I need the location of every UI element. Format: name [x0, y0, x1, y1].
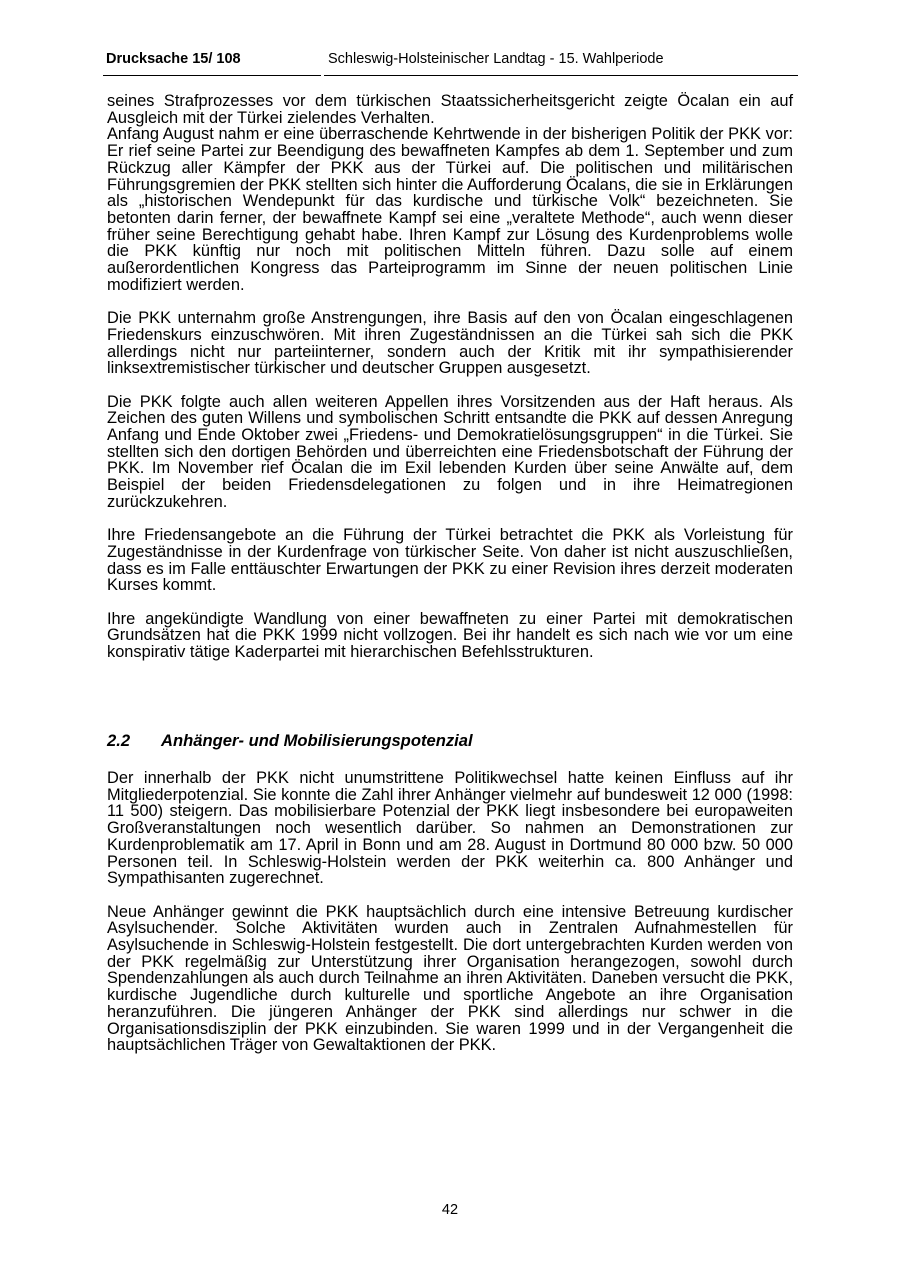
paragraph: seines Strafprozesses vor dem türkischen Staatssicherheitsgericht zeigte Öcalan ein auf Ausgleich mit der Türkei zielendes Verhalten. [107, 92, 793, 127]
paragraph: Neue Anhänger gewinnt die PKK hauptsächlich durch eine intensive Betreuung kurdischer Asylsuchender. Solche Aktivitäten wurden auch in Zentralen Aufnahmestellen für Asylsuchende in Schleswig-Holstein festgestellt. Die dort untergebrachten Kurden werden von der PKK regelmäßig zur Unterstützung ihrer Organisation herangezogen, sowohl durch Spendenzahlungen als auch durch Teilnahme an ihren Aktivitäten. Daneben versucht die PKK, kurdische Jugendliche durch kulturelle und sportliche Angebote an ihre Organisation heranzuführen. Die jüngeren Anhänger der PKK sind allerdings nur schwer in die Organisationsdisziplin der PKK einzubinden. Sie waren 1999 und in der Vergangenheit die hauptsächlichen Träger von Gewaltaktionen der PKK. [107, 902, 793, 1055]
document-id: Drucksache 15/ 108 [103, 51, 321, 76]
section-title: Anhänger- und Mobilisierungspotenzial [161, 731, 473, 750]
page-number: 42 [441, 1202, 459, 1218]
body-text [107, 93, 793, 661]
paragraph: Der innerhalb der PKK nicht unumstrittene Politikwechsel hatte keinen Einfluss auf ihr Mitgliederpotenzial. Sie konnte die Zahl ihrer Anhänger vielmehr auf bundesweit 12 000 (1998: 11 500) steigern. Das mobilisierbare Potenzial der PKK liegt insbesondere bei europaweiten Großveranstaltungen noch wesentlich darüber. So nahmen an Demonstrationen zur Kurdenproblematik am 17. April in Bonn und am 28. August in Dortmund 80 000 bzw. 50 000 Personen teil. In Schleswig-Holstein werden der PKK weiterhin ca. 800 Anhänger und Sympathisanten zugerechnet. [107, 769, 793, 888]
paragraph: Die PKK unternahm große Anstrengungen, ihre Basis auf den von Öcalan eingeschlagenen Friedenskurs einzuschwören. Mit ihren Zugeständnissen an die Türkei sah sich die PKK allerdings nicht nur parteiinterner, sondern auch der Kritik mit ihr sympathisierender linksextremistischer türkischer und deutscher Gruppen ausgesetzt. [107, 309, 793, 378]
section-body-text [107, 770, 793, 1054]
document-title: Schleswig-Holsteinischer Landtag - 15. Wahlperiode [324, 51, 798, 76]
paragraph: Ihre angekündigte Wandlung von einer bewaffneten zu einer Partei mit demokratischen Grundsätzen hat die PKK 1999 nicht vollzogen. Bei ihr handelt es sich nach wie vor um eine konspirativ tätige Kaderpartei mit hierarchischen Befehlsstrukturen. [107, 609, 793, 662]
page-header [103, 51, 798, 77]
section-number: 2.2 [107, 731, 131, 750]
paragraph: Anfang August nahm er eine überraschende Kehrtwende in der bisherigen Politik der PKK vor: Er rief seine Partei zur Beendigung des bewaffneten Kampfes ab dem 1. September und zum Rückzug aller Kämpfer der PKK aus der Türkei auf. Die politischen und militärischen Führungsgremien der PKK stellten sich hinter die Aufforderung Öcalans, die sie in Erklärungen als „historischen Wendepunkt für das kurdische und türkische Volk“ bezeichneten. Sie betonten darin ferner, der bewaffnete Kampf sei eine „veraltete Methode“, auch wenn dieser früher seine Berechtigung gehabt habe. Ihren Kampf zur Lösung des Kurdenproblems wolle die PKK künftig nur noch mit politischen Mitteln führen. Dazu solle auf einem außerordentlichen Kongress das Parteiprogramm im Sinne der neuen politischen Linie modifiziert werden. [107, 125, 793, 294]
section-heading [107, 731, 793, 751]
paragraph: Ihre Friedensangebote an die Führung der Türkei betrachtet die PKK als Vorleistung für Zugeständnisse in der Kurdenfrage von türkischer Seite. Von daher ist nicht auszuschließen, dass es im Falle enttäuschter Erwartungen der PKK zu einer Revision ihres derzeit moderaten Kurses kommt. [107, 526, 793, 595]
paragraph: Die PKK folgte auch allen weiteren Appellen ihres Vorsitzenden aus der Haft heraus. Als Zeichen des guten Willens und symbolischen Schritt entsandte die PKK auf dessen Anregung Anfang und Ende Oktober zwei „Friedens- und Demokratielösungsgruppen“ in die Türkei. Sie stellten sich den dortigen Behörden und überreichten eine Friedensbotschaft der Führung der PKK. Im November rief Öcalan die im Exil lebenden Kurden über seine Anwälte auf, dem Beispiel der beiden Friedensdelegationen zu folgen und in ihre Heimatregionen zurückzukehren. [107, 392, 793, 511]
